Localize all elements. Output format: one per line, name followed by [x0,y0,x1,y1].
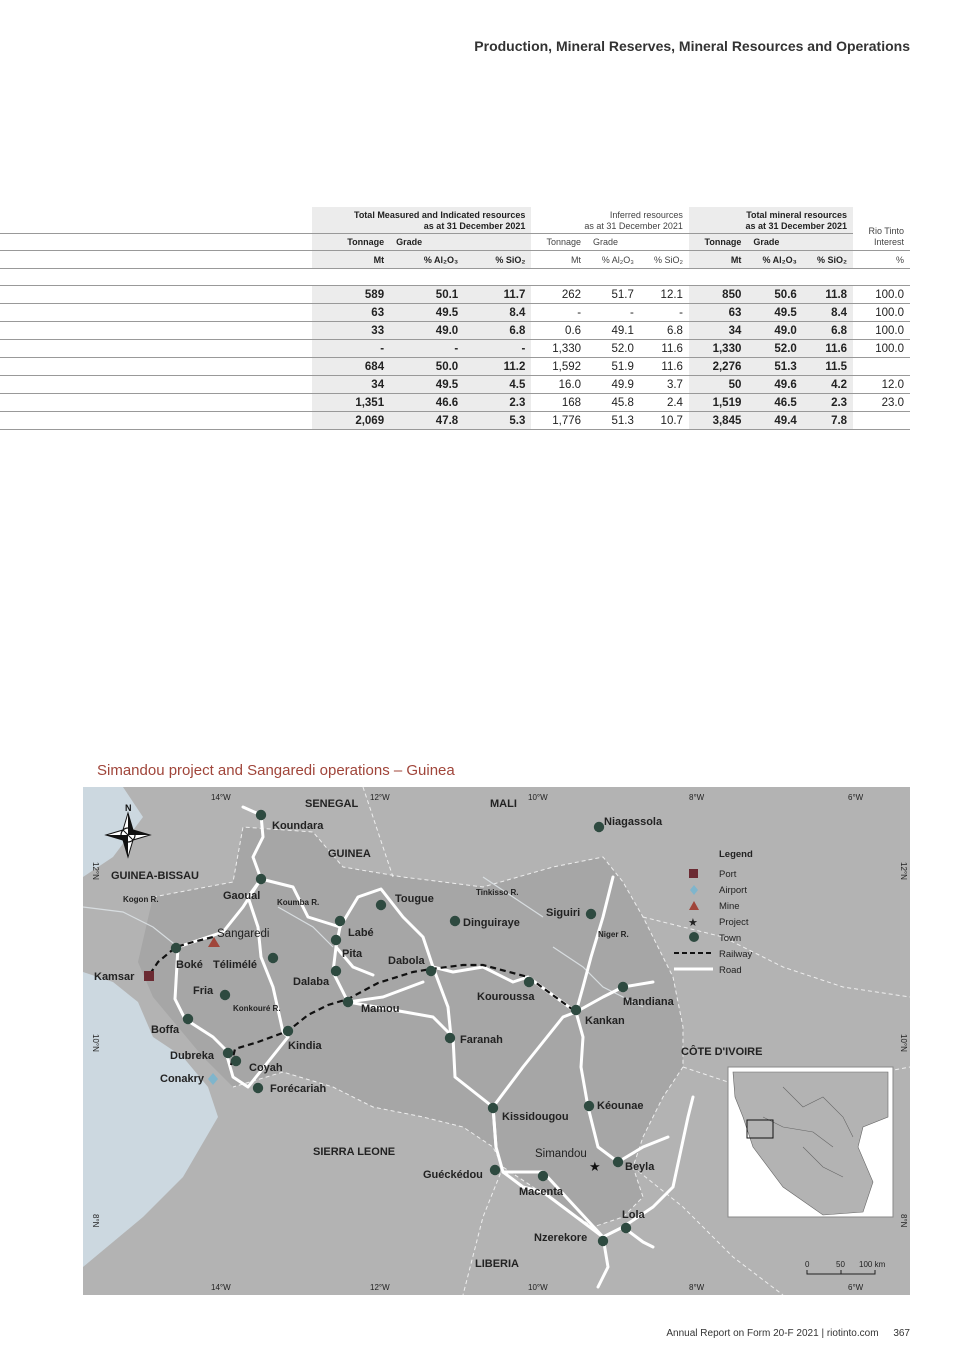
table-cell: 1,330 [689,340,747,358]
unit-sio2: % SiO₂ [803,251,853,269]
table-cell: 52.0 [587,340,640,358]
svg-text:Project: Project [719,917,749,928]
town-marker [488,1103,498,1113]
town-marker [376,900,386,910]
airport-label: Conakry [160,1073,205,1085]
table-cell: 12.0 [853,376,910,394]
table-cell: 7.8 [803,412,853,430]
table-cell: 6.8 [464,322,531,340]
town-label: Nzerekore [534,1232,588,1244]
table-cell: 34 [689,322,747,340]
table-row [0,376,910,394]
table-cell: - [531,304,587,322]
table-cell: 11.6 [803,340,853,358]
subheader-grade: Grade [747,234,802,251]
table-cell: 168 [531,394,587,412]
inset-map [728,1067,893,1217]
table-row [0,340,910,358]
table-cell: 49.1 [587,322,640,340]
table-cell: 50.1 [390,286,464,304]
table-cell: 1,351 [312,394,390,412]
table-cell: 2,276 [689,358,747,376]
table-cell [853,412,910,430]
unit-mt: Mt [531,251,587,269]
town-label: Niagassola [604,816,663,828]
table-cell: 49.9 [587,376,640,394]
table-cell: 1,776 [531,412,587,430]
mine-label: Sangaredi [217,928,270,940]
svg-text:8°W: 8°W [689,793,705,802]
svg-text:10°N: 10°N [899,1034,908,1052]
unit-al2o3: % Al₂O₃ [390,251,464,269]
town-label: Labé [348,927,374,939]
svg-text:14°W: 14°W [211,1283,231,1292]
table-cell: - [587,304,640,322]
table-cell: 49.5 [390,376,464,394]
svg-text:N: N [125,803,132,813]
town-label: Boké [176,959,203,971]
table-cell: 11.5 [803,358,853,376]
table-row [0,286,910,304]
table-cell: 50.6 [747,286,802,304]
town-label: Pita [342,948,363,960]
port-marker [144,971,154,981]
town-label: Lola [622,1209,645,1221]
svg-text:12°N: 12°N [899,862,908,880]
town-label: Beyla [625,1161,655,1173]
table-cell: - [312,340,390,358]
table-cell: 6.8 [640,322,689,340]
town-marker [331,935,341,945]
table-cell: 49.5 [390,304,464,322]
town-label: Télimélé [213,959,258,971]
table-cell: 1,330 [531,340,587,358]
project-star-icon: ★ [589,1160,601,1175]
table-cell: 46.5 [747,394,802,412]
svg-text:8°W: 8°W [689,1283,705,1292]
table-cell: 50.0 [390,358,464,376]
table-cell: 10.7 [640,412,689,430]
unit-sio2: % SiO₂ [464,251,531,269]
table-cell: 3.7 [640,376,689,394]
town-label: Tougue [395,893,434,905]
town-marker [256,810,266,820]
table-cell: 100.0 [853,340,910,358]
table-cell: - [390,340,464,358]
table-cell: 262 [531,286,587,304]
resources-table-body [0,269,910,430]
svg-text:Legend: Legend [719,849,753,860]
table-cell: 850 [689,286,747,304]
town-marker [183,1014,193,1024]
country-label: GUINEA-BISSAU [111,870,200,882]
table-cell: 49.6 [747,376,802,394]
country-label: CÔTE D'IVOIRE [681,1046,763,1058]
table-cell: 33 [312,322,390,340]
svg-text:14°W: 14°W [211,793,231,802]
town-marker [490,1165,500,1175]
town-label: Kindia [288,1040,322,1052]
town-marker [571,1005,581,1015]
town-label: Dabola [388,955,425,967]
table-cell: 16.0 [531,376,587,394]
project-label: Simandou [535,1148,587,1160]
town-marker [256,874,266,884]
subheader-tonnage: Tonnage [312,234,390,251]
table-row [0,358,910,376]
town-marker [268,953,278,963]
group-header-measured-indicated: Total Measured and Indicated resources as at 31 December 2021 [312,207,531,234]
table-cell: 11.6 [640,340,689,358]
svg-text:12°W: 12°W [370,793,390,802]
footer: Annual Report on Form 20-F 2021 | riotinto.com 367 [666,1328,910,1339]
table-cell: 51.3 [747,358,802,376]
subheader-tonnage: Tonnage [689,234,747,251]
unit-pct: % [853,251,910,269]
table-cell: 49.0 [390,322,464,340]
town-marker [538,1171,548,1181]
table-cell: 2.4 [640,394,689,412]
guinea-map [83,787,910,1295]
svg-text:0: 0 [805,1260,810,1269]
town-marker [171,943,181,953]
svg-text:50: 50 [836,1260,845,1269]
town-label: Kankan [585,1015,625,1027]
table-row [0,322,910,340]
table-cell: 5.3 [464,412,531,430]
table-cell: - [640,304,689,322]
table-cell: 4.2 [803,376,853,394]
map-title: Simandou project and Sangaredi operations – Guinea [97,762,455,779]
table-cell [853,358,910,376]
town-label: Kouroussa [477,991,535,1003]
table-cell: - [464,340,531,358]
group-header-inferred: Inferred resources as at 31 December 2021 [584,210,683,231]
town-label: Coyah [249,1062,283,1074]
svg-text:6°W: 6°W [848,793,864,802]
svg-text:10°N: 10°N [91,1034,100,1052]
town-marker [426,966,436,976]
town-marker [253,1083,263,1093]
table-cell: 49.0 [747,322,802,340]
table-cell: 11.6 [640,358,689,376]
table-cell: 34 [312,376,390,394]
table-cell: 1,519 [689,394,747,412]
table-cell: 2.3 [803,394,853,412]
town-label: Gaoual [223,890,261,902]
town-label: Kissidougou [502,1111,569,1123]
town-marker [621,1223,631,1233]
table-cell: 4.5 [464,376,531,394]
svg-text:Airport: Airport [719,885,747,896]
town-marker [220,990,230,1000]
unit-sio2: % SiO₂ [640,251,689,269]
town-label: Dalaba [293,976,330,988]
table-cell: 11.8 [803,286,853,304]
table-cell: 46.6 [390,394,464,412]
table-cell: 8.4 [803,304,853,322]
town-label: Dubreka [170,1050,215,1062]
table-cell: 684 [312,358,390,376]
town-marker [283,1026,293,1036]
table-cell: 52.0 [747,340,802,358]
country-label: SENEGAL [305,798,359,810]
town-marker [343,997,353,1007]
page-number: 367 [893,1328,910,1339]
footer-report: Annual Report on Form 20-F 2021 [666,1328,819,1339]
town-label: Macenta [519,1186,564,1198]
group-header-total: Total mineral resources as at 31 December 2021 [689,207,853,234]
svg-text:★: ★ [688,916,698,929]
svg-text:Kogon R.: Kogon R. [123,895,159,904]
resources-table [0,207,910,430]
svg-text:Niger R.: Niger R. [598,930,629,939]
town-label: Koundara [272,820,324,832]
svg-text:8°N: 8°N [91,1214,100,1228]
port-label: Kamsar [94,971,135,983]
subheader-grade: Grade [390,234,464,251]
town-marker [594,822,604,832]
table-cell: 51.9 [587,358,640,376]
country-label: GUINEA [328,848,371,860]
town-marker [445,1033,455,1043]
unit-mt: Mt [689,251,747,269]
svg-text:10°W: 10°W [528,1283,548,1292]
table-cell: 100.0 [853,304,910,322]
town-label: Siguiri [546,907,581,919]
subheader-tonnage: Tonnage [531,234,587,251]
table-cell: 6.8 [803,322,853,340]
unit-al2o3: % Al₂O₃ [587,251,640,269]
table-cell: 1,592 [531,358,587,376]
table-cell: 2,069 [312,412,390,430]
town-marker [598,1236,608,1246]
table-cell: 100.0 [853,322,910,340]
svg-text:Town: Town [719,933,742,944]
subheader-grade: Grade [587,234,640,251]
town-label: Mamou [361,1003,400,1015]
town-label: Mandiana [623,996,674,1008]
table-cell: 49.4 [747,412,802,430]
town-label: Guéckédou [423,1169,483,1181]
table-row [0,304,910,322]
town-marker [331,966,341,976]
table-cell: 12.1 [640,286,689,304]
svg-text:12°W: 12°W [370,1283,390,1292]
town-label: Dinguiraye [463,917,520,929]
svg-text:Railway: Railway [719,949,753,960]
town-marker [618,982,628,992]
country-label: SIERRA LEONE [313,1146,396,1158]
table-cell: 63 [689,304,747,322]
svg-text:100 km: 100 km [859,1260,886,1269]
table-cell: 3,845 [689,412,747,430]
country-label: MALI [490,798,517,810]
table-row [0,412,910,430]
svg-text:6°W: 6°W [848,1283,864,1292]
town-marker [613,1157,623,1167]
svg-text:Tinkisso R.: Tinkisso R. [476,888,519,897]
svg-text:12°N: 12°N [91,862,100,880]
table-cell: 23.0 [853,394,910,412]
table-cell: 51.7 [587,286,640,304]
svg-text:Mine: Mine [719,901,740,912]
table-row [0,394,910,412]
town-label: Faranah [460,1034,503,1046]
table-cell: 45.8 [587,394,640,412]
section-title: Production, Mineral Reserves, Mineral Resources and Operations [474,38,910,54]
svg-text:8°N: 8°N [899,1214,908,1228]
table-cell: 47.8 [390,412,464,430]
svg-text:Konkouré R.: Konkouré R. [233,1004,281,1013]
table-cell: 100.0 [853,286,910,304]
town-marker [223,1048,233,1058]
town-label: Boffa [151,1024,180,1036]
town-marker [584,1101,594,1111]
table-cell: 50 [689,376,747,394]
svg-text:Koumba R.: Koumba R. [277,898,320,907]
table-cell: 2.3 [464,394,531,412]
town-marker [335,916,345,926]
group-header-interest: Rio Tinto Interest [868,226,904,247]
table-cell: 8.4 [464,304,531,322]
svg-text:10°W: 10°W [528,793,548,802]
town-label: Fria [193,985,214,997]
table-cell: 589 [312,286,390,304]
table-cell: 0.6 [531,322,587,340]
svg-text:Port: Port [719,869,737,880]
town-marker [586,909,596,919]
town-label: Kéounae [597,1100,644,1112]
town-marker [450,916,460,926]
table-cell: 11.2 [464,358,531,376]
country-label: LIBERIA [475,1258,519,1270]
town-marker [231,1056,241,1066]
town-marker [524,977,534,987]
table-cell: 63 [312,304,390,322]
unit-al2o3: % Al₂O₃ [747,251,802,269]
svg-text:Road: Road [719,965,742,976]
footer-site: riotinto.com [826,1328,879,1339]
unit-mt: Mt [312,251,390,269]
table-cell: 49.5 [747,304,802,322]
table-cell: 51.3 [587,412,640,430]
table-cell: 11.7 [464,286,531,304]
town-label: Forécariah [270,1083,327,1095]
